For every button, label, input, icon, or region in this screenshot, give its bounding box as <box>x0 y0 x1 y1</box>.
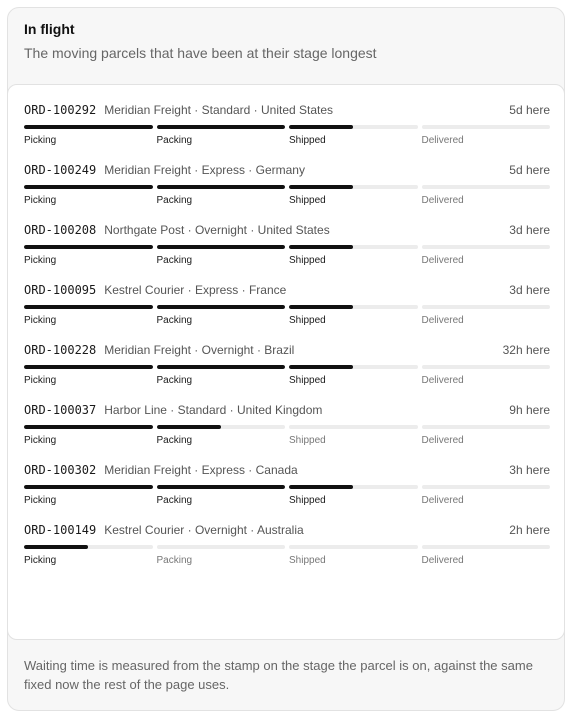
parcel-row[interactable] <box>24 521 550 581</box>
stage-label: Delivered <box>421 375 464 386</box>
parcel-meta: Northgate Post · Overnight · United States <box>104 223 330 237</box>
stage-track <box>24 365 153 369</box>
stage-label: Shipped <box>289 375 326 386</box>
parcel-list <box>7 84 565 640</box>
stage-label: Shipped <box>289 195 326 206</box>
stage-label: Picking <box>24 135 57 146</box>
stage-label: Packing <box>156 495 193 506</box>
stage-track <box>157 305 286 309</box>
stage-track <box>422 425 551 429</box>
stage-label: Picking <box>24 195 57 206</box>
stage-packing <box>157 305 286 327</box>
panel-header <box>8 8 564 84</box>
stage-fill <box>24 305 153 309</box>
stage-shipped <box>289 545 418 567</box>
stage-fill <box>24 485 153 489</box>
order-id: ORD-100037 <box>24 403 97 417</box>
parcel-meta: Meridian Freight · Express · Canada <box>104 463 298 477</box>
order-id: ORD-100302 <box>24 463 97 477</box>
stage-shipped <box>289 425 418 447</box>
stage-progress <box>24 425 550 447</box>
stage-progress <box>24 545 550 567</box>
stage-fill <box>157 425 221 429</box>
panel-title: In flight <box>24 21 75 37</box>
stage-shipped <box>289 305 418 327</box>
stage-track <box>24 545 153 549</box>
stage-shipped <box>289 185 418 207</box>
stage-delivered <box>422 545 551 567</box>
stage-track <box>24 425 153 429</box>
order-id: ORD-100095 <box>24 283 97 297</box>
stage-progress <box>24 245 550 267</box>
stage-fill <box>24 185 153 189</box>
stage-track <box>289 485 418 489</box>
stage-delivered <box>422 245 551 267</box>
stage-track <box>422 545 551 549</box>
stage-delivered <box>422 425 551 447</box>
stage-delivered <box>422 485 551 507</box>
stage-fill <box>289 365 353 369</box>
stage-label: Shipped <box>289 555 326 566</box>
stage-delivered <box>422 125 551 147</box>
stage-fill <box>157 305 286 309</box>
stage-label: Packing <box>156 315 193 326</box>
stage-shipped <box>289 365 418 387</box>
stage-label: Packing <box>156 135 193 146</box>
stage-label: Picking <box>24 375 57 386</box>
stage-picking <box>24 365 153 387</box>
stage-picking <box>24 305 153 327</box>
stage-label: Shipped <box>289 435 326 446</box>
stage-track <box>422 245 551 249</box>
order-id: ORD-100208 <box>24 223 97 237</box>
stage-age: 5d here <box>509 163 550 177</box>
stage-fill <box>157 485 286 489</box>
stage-track <box>289 425 418 429</box>
stage-packing <box>157 365 286 387</box>
stage-fill <box>157 365 286 369</box>
parcel-row-header <box>24 401 550 419</box>
stage-track <box>289 185 418 189</box>
stage-label: Picking <box>24 315 57 326</box>
parcel-row-header <box>24 521 550 539</box>
stage-age: 3d here <box>509 223 550 237</box>
stage-track <box>422 485 551 489</box>
stage-track <box>157 245 286 249</box>
parcel-row[interactable] <box>24 101 550 161</box>
stage-fill <box>24 125 153 129</box>
stage-age: 3h here <box>509 463 550 477</box>
parcel-meta: Harbor Line · Standard · United Kingdom <box>104 403 323 417</box>
stage-age: 5d here <box>509 103 550 117</box>
stage-fill <box>24 545 88 549</box>
parcel-meta: Kestrel Courier · Overnight · Australia <box>104 523 304 537</box>
stage-fill <box>157 245 286 249</box>
stage-picking <box>24 425 153 447</box>
stage-packing <box>157 485 286 507</box>
parcel-row[interactable] <box>24 161 550 221</box>
stage-track <box>422 365 551 369</box>
stage-progress <box>24 125 550 147</box>
in-flight-panel <box>7 7 565 711</box>
stage-label: Delivered <box>421 135 464 146</box>
stage-fill <box>289 185 353 189</box>
stage-packing <box>157 545 286 567</box>
stage-shipped <box>289 245 418 267</box>
parcel-row-header <box>24 281 550 299</box>
stage-label: Packing <box>156 195 193 206</box>
parcel-meta: Kestrel Courier · Express · France <box>104 283 287 297</box>
parcel-meta: Meridian Freight · Overnight · Brazil <box>104 343 295 357</box>
stage-delivered <box>422 365 551 387</box>
stage-track <box>157 125 286 129</box>
stage-packing <box>157 245 286 267</box>
stage-progress <box>24 305 550 327</box>
parcel-row-header <box>24 161 550 179</box>
parcel-row-header <box>24 341 550 359</box>
stage-track <box>24 485 153 489</box>
stage-label: Delivered <box>421 315 464 326</box>
order-id: ORD-100249 <box>24 163 97 177</box>
parcel-row-header <box>24 461 550 479</box>
stage-packing <box>157 185 286 207</box>
stage-fill <box>157 185 286 189</box>
stage-fill <box>24 245 153 249</box>
order-id: ORD-100228 <box>24 343 97 357</box>
stage-track <box>157 185 286 189</box>
stage-label: Picking <box>24 495 57 506</box>
stage-age: 3d here <box>509 283 550 297</box>
stage-label: Packing <box>156 555 193 566</box>
stage-track <box>24 245 153 249</box>
panel-subtitle: The moving parcels that have been at their stage longest <box>24 45 377 61</box>
stage-track <box>157 485 286 489</box>
stage-label: Picking <box>24 435 57 446</box>
stage-progress <box>24 485 550 507</box>
stage-label: Shipped <box>289 255 326 266</box>
parcel-row-header <box>24 221 550 239</box>
stage-picking <box>24 245 153 267</box>
stage-shipped <box>289 485 418 507</box>
stage-label: Picking <box>24 555 57 566</box>
stage-picking <box>24 485 153 507</box>
stage-label: Shipped <box>289 495 326 506</box>
panel-footnote: Waiting time is measured from the stamp on the stage the parcel is on, against the same fixed now the rest of the page uses. <box>24 658 533 692</box>
parcel-row-header <box>24 101 550 119</box>
stage-label: Packing <box>156 375 193 386</box>
stage-fill <box>289 245 353 249</box>
order-id: ORD-100149 <box>24 523 97 537</box>
stage-fill <box>157 125 286 129</box>
stage-label: Delivered <box>421 495 464 506</box>
stage-fill <box>289 305 353 309</box>
stage-shipped <box>289 125 418 147</box>
stage-track <box>422 305 551 309</box>
parcel-row[interactable] <box>24 341 550 401</box>
stage-label: Delivered <box>421 555 464 566</box>
stage-progress <box>24 365 550 387</box>
parcel-meta: Meridian Freight · Standard · United States <box>104 103 334 117</box>
stage-packing <box>157 125 286 147</box>
stage-age: 32h here <box>502 343 550 357</box>
parcel-row[interactable] <box>24 281 550 341</box>
parcel-row[interactable] <box>24 401 550 461</box>
stage-track <box>289 125 418 129</box>
stage-label: Delivered <box>421 195 464 206</box>
stage-age: 9h here <box>509 403 550 417</box>
parcel-meta: Meridian Freight · Express · Germany <box>104 163 305 177</box>
stage-label: Shipped <box>289 315 326 326</box>
stage-packing <box>157 425 286 447</box>
stage-track <box>289 245 418 249</box>
stage-label: Delivered <box>421 255 464 266</box>
stage-track <box>24 185 153 189</box>
parcel-row[interactable] <box>24 221 550 281</box>
stage-track <box>289 365 418 369</box>
stage-delivered <box>422 185 551 207</box>
stage-track <box>157 545 286 549</box>
stage-fill <box>24 425 153 429</box>
stage-track <box>422 125 551 129</box>
stage-label: Picking <box>24 255 57 266</box>
stage-picking <box>24 545 153 567</box>
stage-fill <box>289 125 353 129</box>
stage-track <box>289 545 418 549</box>
stage-fill <box>289 485 353 489</box>
stage-progress <box>24 185 550 207</box>
stage-track <box>24 125 153 129</box>
stage-track <box>157 425 286 429</box>
order-id: ORD-100292 <box>24 103 97 117</box>
stage-label: Delivered <box>421 435 464 446</box>
stage-label: Packing <box>156 255 193 266</box>
stage-fill <box>24 365 153 369</box>
stage-track <box>289 305 418 309</box>
parcel-row[interactable] <box>24 461 550 521</box>
stage-track <box>157 365 286 369</box>
stage-label: Shipped <box>289 135 326 146</box>
stage-age: 2h here <box>509 523 550 537</box>
stage-track <box>422 185 551 189</box>
stage-picking <box>24 125 153 147</box>
stage-delivered <box>422 305 551 327</box>
stage-label: Packing <box>156 435 193 446</box>
stage-track <box>24 305 153 309</box>
stage-picking <box>24 185 153 207</box>
